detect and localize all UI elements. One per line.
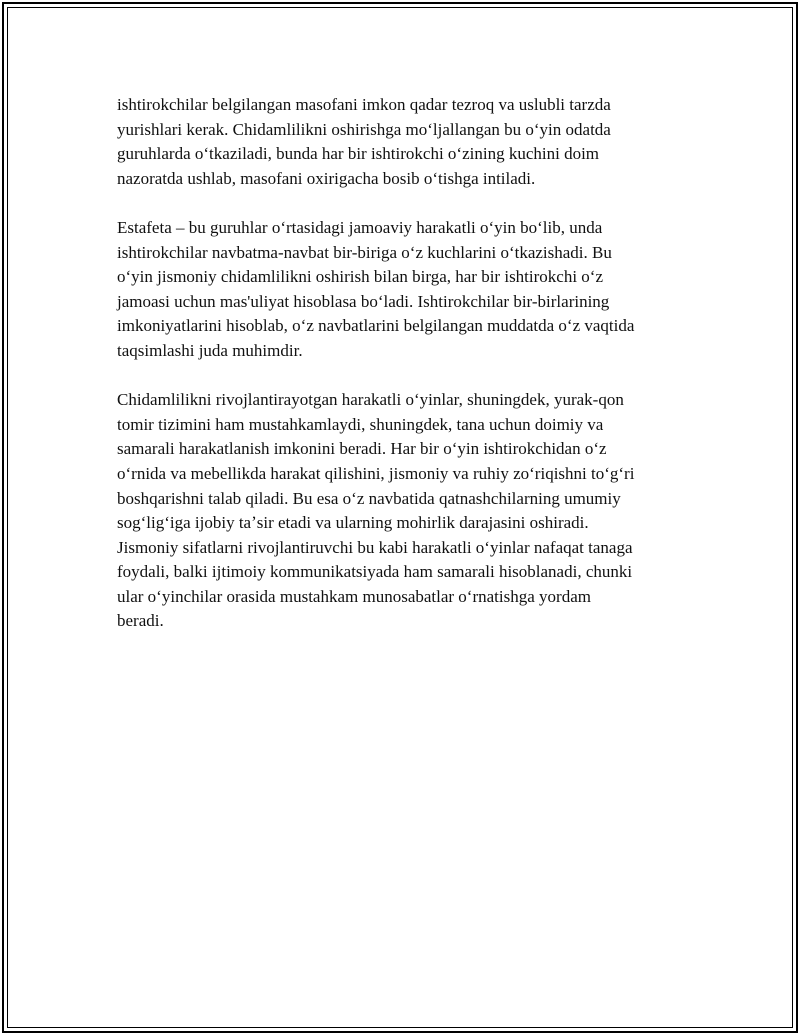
paragraph-line: oʻrnida va mebellikda harakat qilishini, jismoniy va ruhiy zoʻriqishni toʻgʻri (117, 463, 635, 483)
paragraph-line: beradi. (117, 611, 164, 631)
paragraph-1 (117, 93, 687, 191)
paragraph-2 (117, 216, 687, 364)
paragraph-line: guruhlarda oʻtkaziladi, bunda har bir ishtirokchi oʻzining kuchini doim (117, 144, 600, 164)
paragraph-line: nazoratda ushlab, masofani oxirigacha bosib oʻtishga intiladi. (117, 168, 536, 188)
paragraph-line: taqsimlashi juda muhimdir. (117, 340, 303, 360)
paragraph-line: boshqarishni talab qiladi. Bu esa oʻz navbatida qatnashchilarning umumiy (117, 488, 621, 508)
paragraph-line: jamoasi uchun mas'uliyat hisoblasa boʻladi. Ishtirokchilar bir-birlarining (117, 291, 610, 311)
document-body (117, 93, 687, 659)
paragraph-line: Chidamlilikni rivojlantirayotgan harakatli oʻyinlar, shuningdek, yurak-qon (117, 390, 624, 410)
paragraph-line: imkoniyatlarini hisoblab, oʻz navbatlarini belgilangan muddatda oʻz vaqtida (117, 316, 635, 336)
paragraph-line: foydali, balki ijtimoiy kommunikatsiyada ham samarali hisoblanadi, chunki (117, 562, 633, 582)
paragraph-line: oʻyin jismoniy chidamlilikni oshirish bilan birga, har bir ishtirokchi oʻz (117, 267, 604, 287)
paragraph-line: Estafeta – bu guruhlar oʻrtasidagi jamoaviy harakatli oʻyin boʻlib, unda (117, 217, 603, 237)
paragraph-line: ular oʻyinchilar orasida mustahkam munosabatlar oʻrnatishga yordam (117, 586, 591, 606)
paragraph-line: Jismoniy sifatlarni rivojlantiruvchi bu kabi harakatli oʻyinlar nafaqat tanaga (117, 537, 633, 557)
paragraph-line: samarali harakatlanish imkonini beradi. Har bir oʻyin ishtirokchidan oʻz (117, 439, 607, 459)
paragraph-line: tomir tizimini ham mustahkamlaydi, shuningdek, tana uchun doimiy va (117, 414, 604, 434)
paragraph-3 (117, 388, 687, 634)
paragraph-line: yurishlari kerak. Chidamlilikni oshirishga moʻljallangan bu oʻyin odatda (117, 119, 611, 139)
paragraph-line: ishtirokchilar belgilangan masofani imkon qadar tezroq va uslubli tarzda (117, 95, 611, 114)
paragraph-line: sogʻligʻiga ijobiy taʼsir etadi va ularning mohirlik darajasini oshiradi. (117, 513, 589, 533)
paragraph-line: ishtirokchilar navbatma-navbat bir-biriga oʻz kuchlarini oʻtkazishadi. Bu (117, 242, 612, 262)
